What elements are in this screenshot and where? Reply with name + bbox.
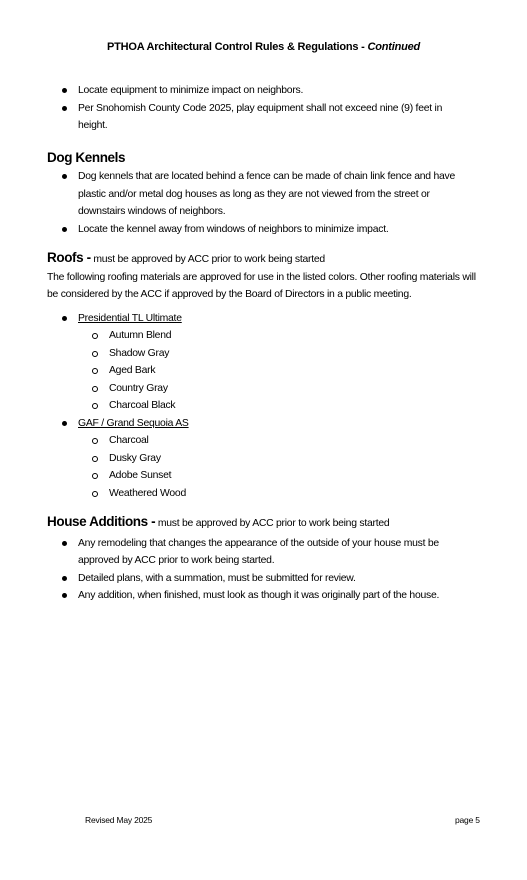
list-item: Any remodeling that changes the appearance of the outside of your house must be approved by ACC prior to work being started. xyxy=(47,535,477,570)
roofs-heading xyxy=(47,249,477,269)
roof-product-item xyxy=(47,310,477,328)
roof-colors-list xyxy=(47,432,477,502)
roof-colors-list xyxy=(47,327,477,415)
list-item: Shadow Gray xyxy=(47,345,477,363)
list-item: Detailed plans, with a summation, must be submitted for review. xyxy=(47,570,477,588)
list-item: Adobe Sunset xyxy=(47,467,477,485)
list-item: Autumn Blend xyxy=(47,327,477,345)
list-item: Charcoal Black xyxy=(47,397,477,415)
dog-kennels-heading: Dog Kennels xyxy=(47,149,126,165)
list-item: Locate equipment to minimize impact on neighbors. xyxy=(47,82,477,100)
list-item: Aged Bark xyxy=(47,362,477,380)
footer-page-number: page 5 xyxy=(455,815,480,825)
list-item: Any addition, when finished, must look as though it was originally part of the house. xyxy=(47,587,485,605)
list-item: Per Snohomish County Code 2025, play equipment shall not exceed nine (9) feet in height. xyxy=(47,100,477,135)
footer-revised: Revised May 2025 xyxy=(85,815,153,825)
roof-products-list xyxy=(47,415,477,433)
house-additions-list xyxy=(47,535,477,605)
roof-product-item xyxy=(47,415,477,433)
list-item: Charcoal xyxy=(47,432,477,450)
house-additions-heading xyxy=(47,513,477,533)
page-header xyxy=(0,41,527,53)
house-additions-subtitle: must be approved by ACC prior to work being started xyxy=(155,518,390,529)
list-item: Dusky Gray xyxy=(47,450,477,468)
list-item: Country Gray xyxy=(47,380,477,398)
list-item: Weathered Wood xyxy=(47,485,477,503)
play-equipment-list xyxy=(47,82,477,135)
house-additions-title: House Additions - xyxy=(47,514,156,529)
roof-products-list xyxy=(47,310,477,328)
header-title: PTHOA Architectural Control Rules & Regulations - xyxy=(106,41,368,53)
roofs-title: Roofs - xyxy=(47,250,91,265)
list-item: Dog kennels that are located behind a fence can be made of chain link fence and have plastic and/or metal dog houses as long as they are not viewed from the street or downstairs windows of neighbors. xyxy=(47,168,477,221)
page-content xyxy=(47,82,477,605)
roofs-subtitle: must be approved by ACC prior to work being started xyxy=(90,254,325,265)
header-continued: Continued xyxy=(367,41,421,53)
roofs-paragraph: The following roofing materials are approved for use in the listed colors. Other roofing materials will be considered by the ACC if approved by the Board of Directors in a public meeting. xyxy=(47,271,476,300)
roof-product-name: Presidential TL Ultimate xyxy=(78,312,182,324)
list-item: Locate the kennel away from windows of neighbors to minimize impact. xyxy=(47,221,477,239)
dog-kennels-list xyxy=(47,168,477,238)
roof-product-name: GAF / Grand Sequoia AS xyxy=(78,417,189,429)
